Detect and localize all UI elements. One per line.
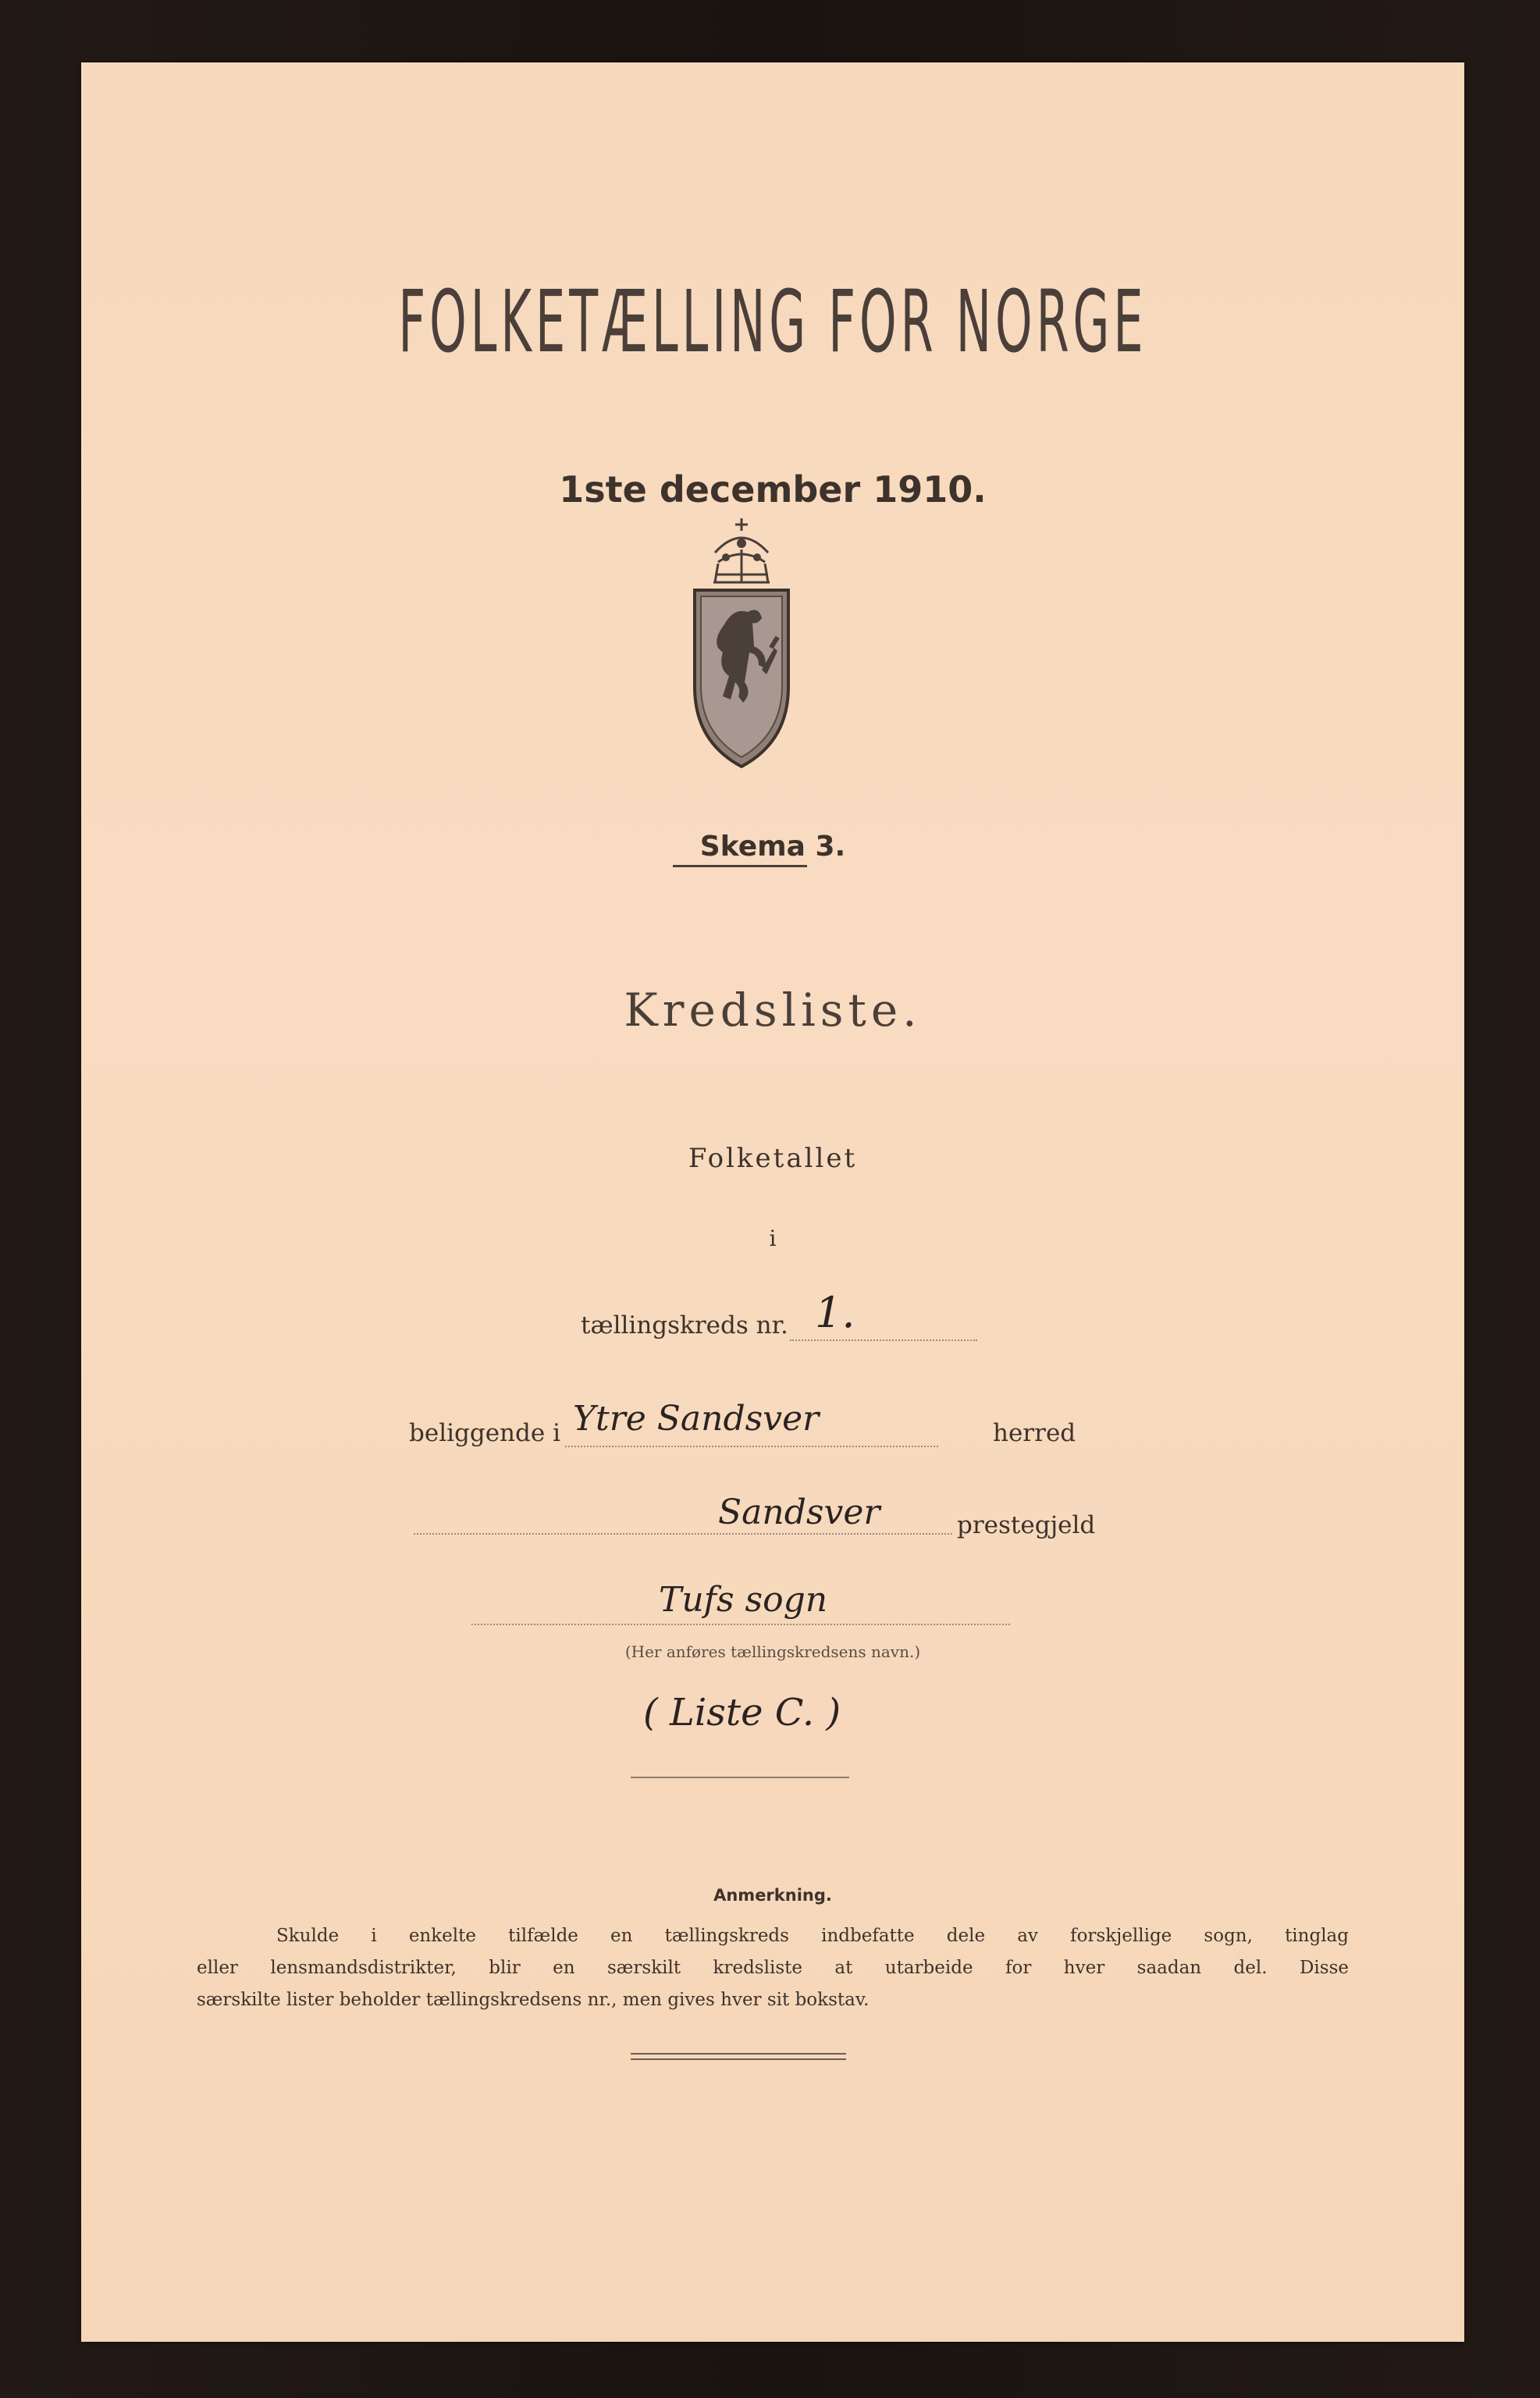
list-id-handwritten: ( Liste C. ) (643, 1691, 841, 1734)
population-label: Folketallet (688, 1143, 858, 1174)
municipality-handwritten: Ytre Sandsver (573, 1399, 820, 1439)
document-title: FOLKETÆLLING FOR NORGE (398, 272, 1147, 372)
list-title: Kredsliste. (624, 984, 922, 1037)
remark-text (197, 1920, 1349, 2016)
remark-heading: Anmerkning. (713, 1886, 832, 1905)
parish-suffix: prestegjeld (957, 1511, 1096, 1539)
census-date: 1ste december 1910. (559, 468, 987, 511)
schema-underline (673, 865, 807, 867)
remark-line: eller lensmandsdistrikter, blir en særskilt kredsliste at utarbeide for hver saadan del. Disse (197, 1958, 1349, 1978)
circuit-label: tællingskreds nr. (581, 1311, 788, 1340)
circuit-number-field-line (790, 1340, 977, 1341)
municipality-field-line (565, 1446, 938, 1447)
parish-handwritten: Sandsver (718, 1493, 880, 1532)
parish-field-line (414, 1533, 952, 1535)
circuit-name-handwritten: Tufs sogn (659, 1580, 828, 1620)
municipality-suffix: herred (993, 1419, 1076, 1447)
closing-double-rule (631, 2053, 846, 2055)
located-label: beliggende i (409, 1419, 560, 1447)
section-divider (631, 1777, 849, 1778)
remark-line: Skulde i enkelte tilfælde en tællingskreds indbefatte dele av forskjellige sogn, tinglag (276, 1926, 1349, 1946)
field-instruction-note: (Her anføres tællingskredsens navn.) (624, 1642, 921, 1661)
schema-number: Skema 3. (699, 831, 846, 863)
circuit-name-field-line (471, 1624, 1010, 1625)
closing-double-rule (631, 2058, 846, 2060)
in-label: i (769, 1226, 777, 1251)
remark-line: særskilte lister beholder tællingskredsens nr., men gives hver sit bokstav. (197, 1990, 870, 2010)
coat-of-arms-icon (687, 515, 796, 773)
census-form-page (81, 62, 1464, 2342)
circuit-number-handwritten: 1. (815, 1288, 855, 1337)
